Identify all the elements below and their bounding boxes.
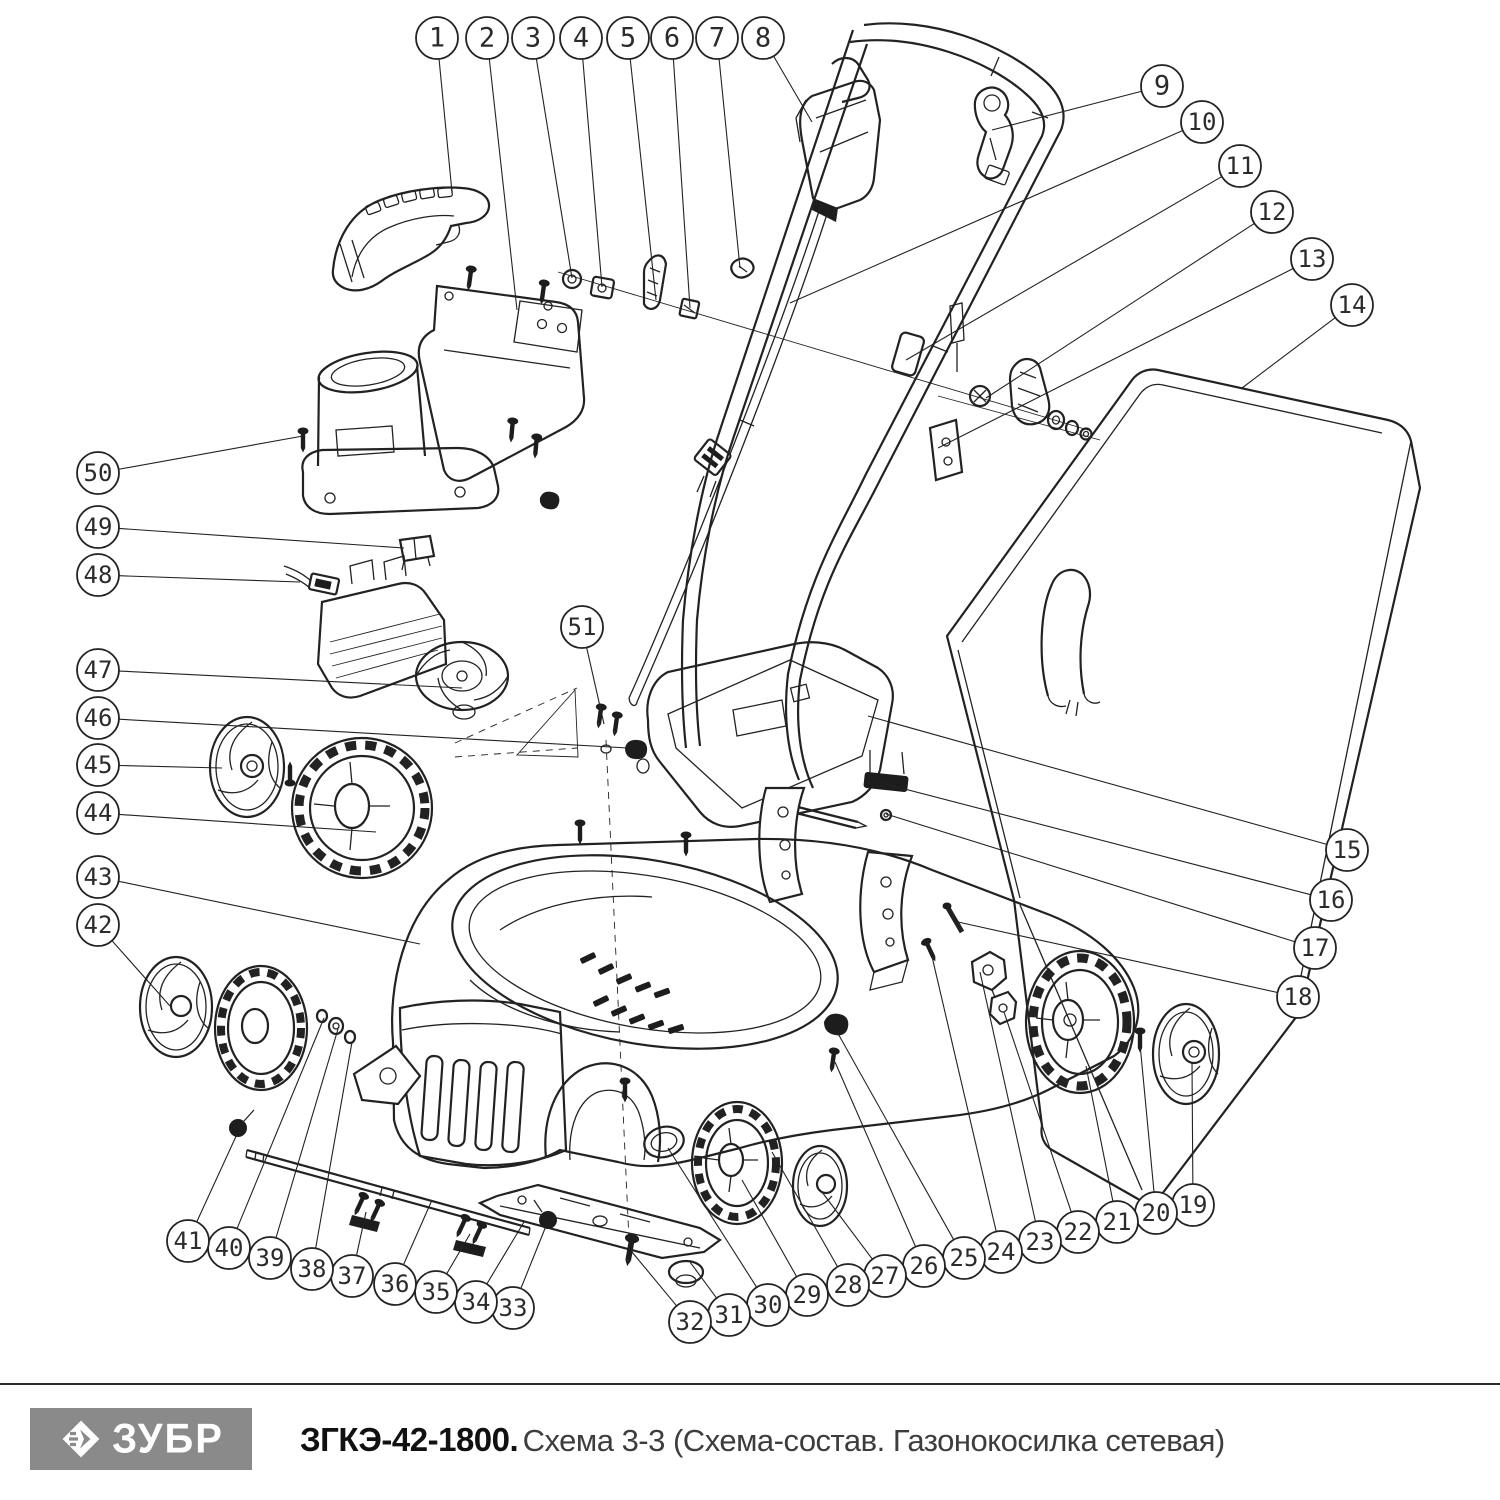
svg-text:4: 4: [572, 22, 590, 54]
callout-4: [560, 17, 602, 287]
svg-text:46: 46: [83, 704, 113, 732]
part-cable-clip: [975, 88, 1013, 186]
deck-vents: [579, 952, 684, 1035]
svg-text:25: 25: [949, 1244, 979, 1272]
callout-9: [992, 65, 1183, 130]
svg-text:49: 49: [83, 513, 113, 541]
svg-text:20: 20: [1141, 1199, 1171, 1227]
callout-45: [77, 744, 222, 786]
svg-text:36: 36: [380, 1270, 410, 1298]
callout-3: [512, 17, 572, 278]
svg-text:30: 30: [753, 1291, 783, 1319]
svg-text:41: 41: [173, 1227, 203, 1255]
svg-text:43: 43: [83, 863, 113, 891]
part-wheel-tire-center: [692, 1102, 782, 1224]
svg-text:26: 26: [909, 1252, 939, 1280]
parts-right-hardware: [792, 750, 1016, 1035]
svg-text:29: 29: [792, 1281, 822, 1309]
svg-text:32: 32: [675, 1308, 705, 1336]
part-motor-pod-base: [302, 345, 498, 514]
svg-text:2: 2: [478, 22, 496, 54]
svg-text:48: 48: [83, 561, 113, 589]
callout-14: [1242, 284, 1373, 388]
svg-text:13: 13: [1297, 245, 1327, 273]
callout-21: [1086, 1066, 1138, 1243]
svg-text:12: 12: [1257, 198, 1287, 226]
svg-text:8: 8: [754, 22, 772, 54]
part-axle-rod: [246, 1150, 530, 1235]
callout-6: [651, 17, 693, 308]
screw-51b: [609, 711, 623, 737]
callout-46: [77, 697, 628, 748]
svg-text:45: 45: [83, 751, 113, 779]
svg-text:10: 10: [1187, 108, 1217, 136]
svg-text:38: 38: [297, 1255, 327, 1283]
schema-subtitle: Схема 3-3 (Схема-состав. Газонокосилка сетевая): [522, 1423, 1225, 1458]
part-switch-assembly: [796, 58, 880, 222]
callout-layer: [77, 17, 1373, 1343]
svg-text:35: 35: [421, 1278, 451, 1306]
svg-text:50: 50: [83, 459, 113, 487]
callout-43: [77, 856, 420, 944]
parts-washers-bracket: [317, 1010, 420, 1104]
construction-lines: [455, 272, 1100, 1240]
svg-text:27: 27: [870, 1262, 900, 1290]
schema-title: [300, 1421, 1225, 1459]
parts-hardware-row: [563, 255, 754, 318]
part-wheel-cover-30: [641, 1122, 687, 1161]
part-wheel-tire-42b: [215, 966, 307, 1090]
svg-text:16: 16: [1316, 886, 1346, 914]
svg-text:39: 39: [255, 1244, 285, 1272]
lawn-mower-exploded-art: [140, 23, 1420, 1287]
part-wheel-disc-19: [1153, 1004, 1219, 1104]
callout-5: [607, 17, 656, 300]
callout-2: [466, 17, 517, 310]
part-blade: [480, 1185, 720, 1258]
callout-50: [77, 436, 303, 494]
parts-handle-fittings: [891, 303, 1092, 480]
callout-12: [986, 191, 1293, 398]
svg-text:47: 47: [83, 656, 113, 684]
callout-19: [1172, 1062, 1214, 1226]
callout-8: [742, 17, 812, 122]
part-grip-handle: [333, 187, 489, 290]
part-48-wire: [284, 566, 339, 595]
part-knob-41: [229, 1110, 254, 1137]
model-number: ЗГКЭ-42-1800.: [300, 1421, 519, 1458]
callout-33: [492, 1226, 546, 1329]
svg-text:19: 19: [1178, 1191, 1208, 1219]
callout-1: [416, 17, 458, 192]
svg-text:14: 14: [1337, 291, 1367, 319]
svg-text:17: 17: [1300, 934, 1330, 962]
blade-bolt: [620, 1233, 640, 1267]
svg-text:9: 9: [1153, 70, 1171, 102]
callout-15: [868, 716, 1368, 871]
svg-text:22: 22: [1063, 1218, 1093, 1246]
svg-text:28: 28: [833, 1271, 863, 1299]
part-blade-hub: [669, 1261, 703, 1287]
part-motor-fan: [318, 556, 508, 719]
callout-47: [77, 649, 462, 691]
svg-text:34: 34: [461, 1288, 491, 1316]
svg-text:40: 40: [214, 1234, 244, 1262]
part-wheel-disc-45: [210, 717, 284, 817]
svg-text:51: 51: [567, 613, 597, 641]
callout-26: [835, 1062, 945, 1287]
part-wheel-tire-right: [1026, 951, 1134, 1093]
part-grass-catcher: [947, 369, 1420, 1201]
svg-text:7: 7: [708, 22, 726, 54]
svg-text:44: 44: [83, 799, 113, 827]
title-block: [0, 1383, 1500, 1500]
callout-17: [886, 814, 1336, 969]
svg-text:6: 6: [663, 22, 681, 54]
part-wheel-disc-42: [140, 957, 212, 1057]
svg-text:15: 15: [1332, 836, 1362, 864]
svg-text:1: 1: [428, 22, 446, 54]
callout-48: [77, 554, 300, 596]
svg-text:5: 5: [619, 22, 637, 54]
callout-22: [1004, 1012, 1099, 1253]
part-wheel-tire-44: [292, 738, 432, 878]
svg-text:37: 37: [337, 1262, 367, 1290]
svg-text:42: 42: [83, 911, 113, 939]
svg-text:11: 11: [1225, 152, 1255, 180]
svg-text:18: 18: [1283, 983, 1313, 1011]
zubr-logo-icon: [58, 1416, 104, 1462]
callout-13: [938, 238, 1333, 448]
part-motor-hood: [419, 286, 584, 481]
brand-name: ЗУБР: [112, 1415, 224, 1462]
callout-40: [208, 1018, 324, 1269]
svg-text:33: 33: [498, 1294, 528, 1322]
callout-25: [836, 1030, 985, 1279]
callout-16: [874, 781, 1352, 921]
svg-text:31: 31: [714, 1301, 744, 1329]
svg-text:3: 3: [524, 22, 542, 54]
callout-38: [291, 1042, 352, 1290]
part-clips-37: [349, 1190, 386, 1232]
svg-text:23: 23: [1025, 1228, 1055, 1256]
callout-42: [77, 904, 170, 1006]
screw-50: [298, 428, 309, 453]
zubr-logo: [30, 1408, 252, 1470]
svg-text:24: 24: [986, 1238, 1016, 1266]
svg-text:21: 21: [1102, 1208, 1132, 1236]
callout-7: [696, 17, 740, 268]
